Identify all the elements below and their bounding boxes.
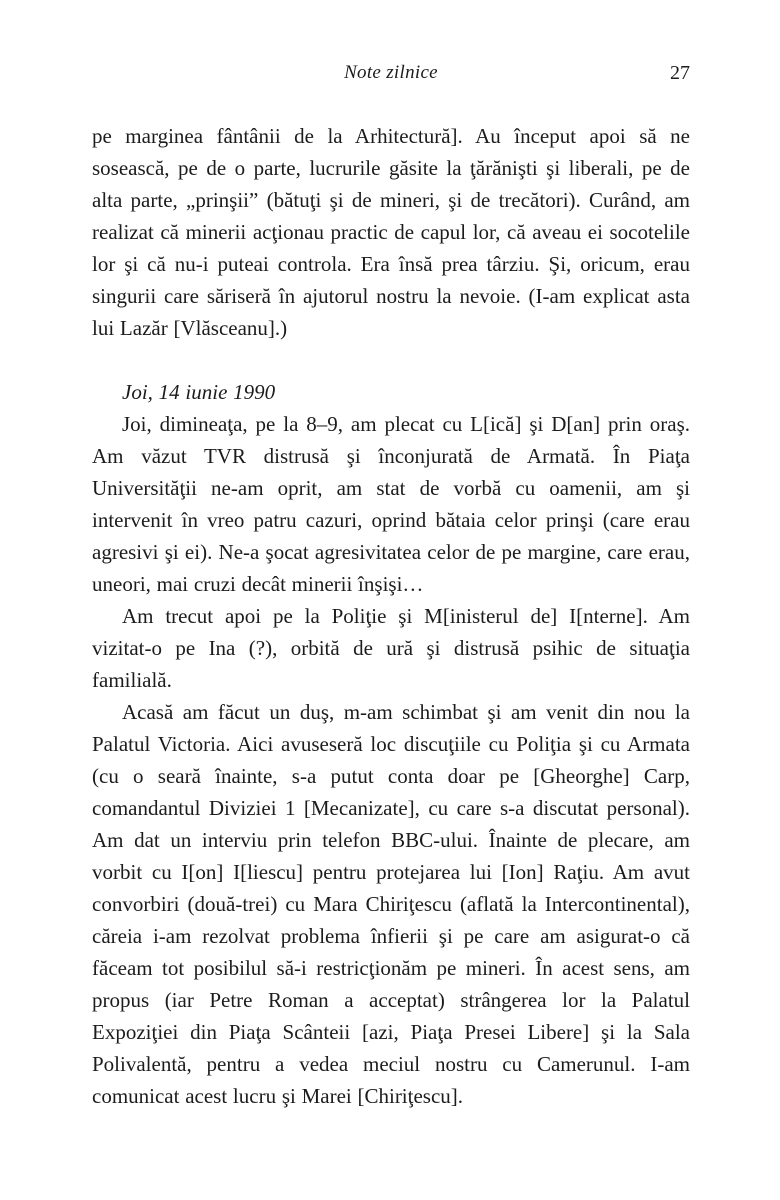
paragraph: Acasă am făcut un duş, m-am schimbat şi am venit din nou la Palatul Victoria. Aici avuseseră loc discuţiile cu Poliţia şi cu Armata (cu o seară înainte, s-a putut conta doar pe [Gheorghe] Carp, comandantul Diviziei 1 [Mecanizate], cu care s-a discutat personal). Am dat un interviu prin telefon BBC-ului. Înainte de plecare, am vorbit cu I[on] I[liescu] pentru protejarea lui [Ion] Raţiu. Am avut convorbiri (două-trei) cu Mara Chiriţescu (aflată la Intercontinental), căreia i-am rezolvat problema înfierii şi pe care am asigurat-o că făceam tot posibilul să-i restricţionăm pe mineri. În acest sens, am propus (iar Petre Roman a acceptat) strângerea lor la Palatul Expoziţiei din Piaţa Scânteii [azi, Piaţa Presei Libere] şi la Sala Polivalentă, pentru a vedea meciul nostru cu Camerunul. I-am comunicat acest lucru şi Marei [Chiriţescu]. [92, 700, 690, 1108]
entry-date-heading: Joi, 14 iunie 1990 [122, 380, 276, 404]
page-body [92, 120, 690, 1112]
paragraph: pe marginea fântânii de la Arhitectură]. Au început apoi să ne sosească, pe de o parte, lucrurile găsite la ţărănişti şi liberali, pe de alta parte, „prinşii” (bătuţi şi de mineri, şi de trecători). Curând, am realizat că minerii acţionau practic de capul lor, că aveau ei socotelile lor şi că nu-i puteai controla. Era însă prea târziu. Şi, oricum, erau singurii care săriseră în ajutorul nostru la nevoie. (I-am explicat asta lui Lazăr [Vlăsceanu].) [92, 124, 690, 340]
page-header [92, 62, 690, 88]
paragraph: Joi, dimineaţa, pe la 8–9, am plecat cu L[ică] şi D[an] prin oraş. Am văzut TVR distrusă şi înconjurată de Armată. În Piaţa Universităţii ne-am oprit, am stat de vorbă cu oamenii, am şi intervenit în vreo patru cazuri, oprind bătaia celor prinşi (care erau agresivi şi ei). Ne-a şocat agresivitatea celor de pe margine, care erau, uneori, mai cruzi decât minerii înşişi… [92, 412, 690, 596]
page-number: 27 [670, 62, 690, 84]
paragraph: Am trecut apoi pe la Poliţie şi M[inisterul de] I[nterne]. Am vizitat-o pe Ina (?), orbită de ură şi distrusă psihic de situaţia familială. [92, 604, 690, 692]
running-title: Note zilnice [344, 62, 438, 83]
